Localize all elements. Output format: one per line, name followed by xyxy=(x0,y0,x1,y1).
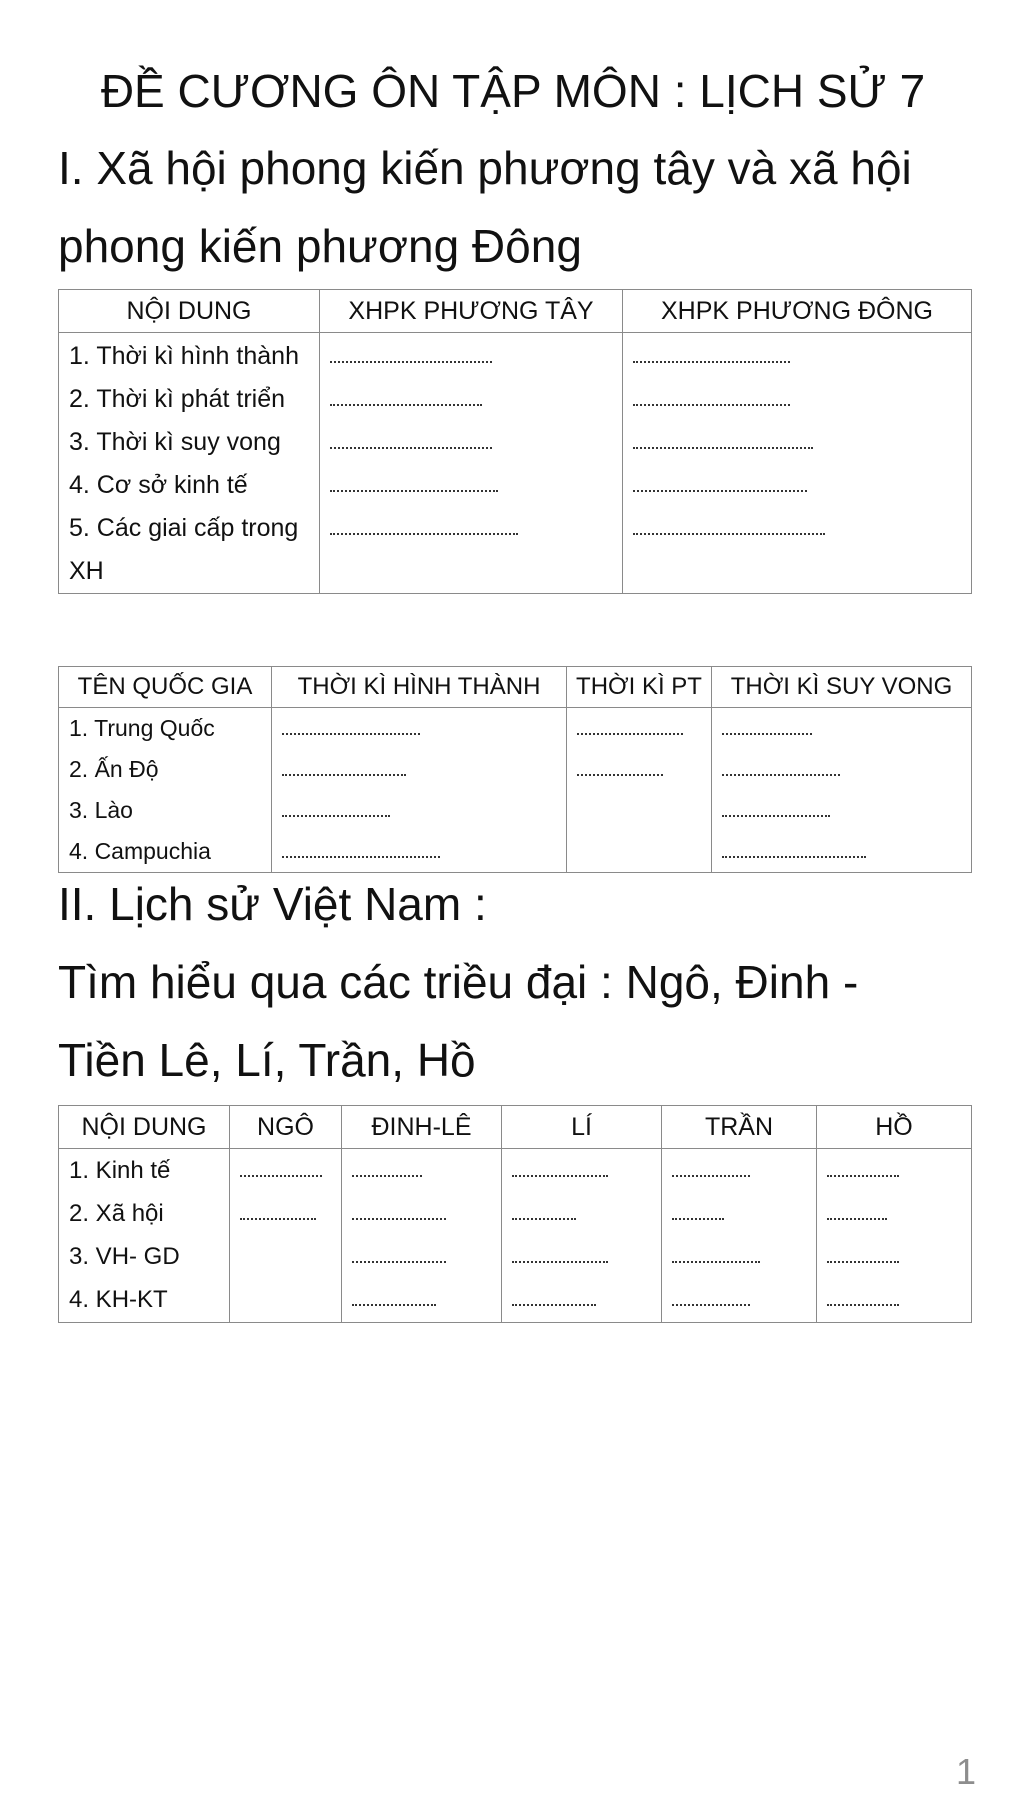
content-row-label: XH xyxy=(69,557,104,585)
dotted-answer-line xyxy=(827,1192,961,1235)
content-row-label: 2. Xã hội xyxy=(69,1200,164,1227)
table-header-cell: THỜI KÌ HÌNH THÀNH xyxy=(272,667,567,708)
ho-answer-cell xyxy=(817,1149,972,1323)
dotted-answer-line xyxy=(827,1278,961,1321)
table-header-cell: LÍ xyxy=(502,1106,662,1149)
li-answer-cell xyxy=(502,1149,662,1323)
table-header-cell: ĐINH-LÊ xyxy=(342,1106,502,1149)
table-header-cell: XHPK PHƯƠNG ĐÔNG xyxy=(623,290,972,333)
table-header-cell: TÊN QUỐC GIA xyxy=(59,667,272,708)
dotted-answer-line xyxy=(827,1235,961,1278)
table-header-row xyxy=(59,667,972,708)
dotted-answer-line xyxy=(352,1278,491,1321)
answer-lines xyxy=(817,1149,971,1321)
table-header-cell: TRẦN xyxy=(662,1106,817,1149)
country-label: 2. Ấn Độ xyxy=(69,756,159,782)
section-1-heading-line-1: I. Xã hội phong kiến phương tây và xã hội xyxy=(58,142,912,194)
dotted-answer-line xyxy=(282,831,556,872)
table-header-cell: NGÔ xyxy=(230,1106,342,1149)
dotted-answer-line xyxy=(633,507,961,550)
country-cell xyxy=(59,708,272,873)
decline-answer-cell xyxy=(712,708,972,873)
dotted-answer-line xyxy=(672,1149,806,1192)
dotted-answer-line xyxy=(827,1149,961,1192)
dotted-answer-line xyxy=(240,1192,331,1235)
dotted-answer-line xyxy=(633,378,961,421)
country-label: 1. Trung Quốc xyxy=(69,715,215,741)
answer-lines xyxy=(662,1149,816,1321)
content-cell xyxy=(59,1149,230,1323)
dotted-answer-line xyxy=(512,1278,651,1321)
dotted-answer-line xyxy=(722,749,961,790)
dotted-answer-line xyxy=(330,378,612,421)
dotted-answer-line xyxy=(330,335,612,378)
answer-lines xyxy=(567,708,711,790)
table-row xyxy=(59,1149,972,1323)
section-2-text-line-2: Tiền Lê, Lí, Trần, Hồ xyxy=(58,1034,476,1086)
dotted-answer-line xyxy=(633,464,961,507)
content-row-label: 4. KH-KT xyxy=(69,1286,168,1313)
table-header-cell: NỘI DUNG xyxy=(59,1106,230,1149)
development-answer-cell xyxy=(567,708,712,873)
dotted-answer-line xyxy=(512,1192,651,1235)
content-row-label: 1. Thời kì hình thành xyxy=(69,342,299,370)
table-header-cell: HỒ xyxy=(817,1106,972,1149)
page-number: 1 xyxy=(955,1751,976,1792)
country-lines xyxy=(59,708,271,872)
dotted-answer-line xyxy=(512,1149,651,1192)
content-lines xyxy=(59,333,319,593)
dotted-answer-line xyxy=(330,464,612,507)
answer-lines xyxy=(502,1149,661,1321)
content-row-label: 2. Thời kì phát triển xyxy=(69,385,286,413)
dotted-answer-line xyxy=(282,790,556,831)
dotted-answer-line xyxy=(282,749,556,790)
answer-lines xyxy=(623,333,971,550)
dotted-answer-line xyxy=(633,335,961,378)
dotted-answer-line xyxy=(672,1192,806,1235)
answer-lines xyxy=(230,1149,341,1235)
dotted-answer-line xyxy=(240,1149,331,1192)
section-2-heading: II. Lịch sử Việt Nam : xyxy=(58,878,487,930)
dotted-answer-line xyxy=(672,1235,806,1278)
table-header-cell: XHPK PHƯƠNG TÂY xyxy=(320,290,623,333)
dotted-answer-line xyxy=(352,1192,491,1235)
dotted-answer-line xyxy=(282,708,556,749)
ngo-answer-cell xyxy=(230,1149,342,1323)
countries-periods-table xyxy=(58,666,972,873)
dotted-answer-line xyxy=(722,831,961,872)
dotted-answer-line xyxy=(722,708,961,749)
dotted-answer-line xyxy=(330,421,612,464)
dotted-answer-line xyxy=(722,790,961,831)
dotted-answer-line xyxy=(577,708,701,749)
dotted-answer-line xyxy=(352,1235,491,1278)
table-header-row xyxy=(59,1106,972,1149)
content-row-label: 5. Các giai cấp trong xyxy=(69,514,299,542)
answer-lines xyxy=(320,333,622,550)
vietnam-dynasties-table xyxy=(58,1105,972,1323)
content-cell xyxy=(59,333,320,594)
table-header-cell: THỜI KÌ SUY VONG xyxy=(712,667,972,708)
western-eastern-feudal-table xyxy=(58,289,972,594)
dinh-le-answer-cell xyxy=(342,1149,502,1323)
country-label: 4. Campuchia xyxy=(69,838,211,864)
country-label: 3. Lào xyxy=(69,797,133,823)
document-title: ĐỀ CƯƠNG ÔN TẬP MÔN : LỊCH SỬ 7 xyxy=(100,65,926,117)
tran-answer-cell xyxy=(662,1149,817,1323)
western-answer-cell xyxy=(320,333,623,594)
table-header-cell: NỘI DUNG xyxy=(59,290,320,333)
dotted-answer-line xyxy=(512,1235,651,1278)
dotted-answer-line xyxy=(330,507,612,550)
table-row xyxy=(59,708,972,873)
answer-lines xyxy=(342,1149,501,1321)
content-row-label: 1. Kinh tế xyxy=(69,1157,171,1184)
dotted-answer-line xyxy=(633,421,961,464)
table-header-row xyxy=(59,290,972,333)
dotted-answer-line xyxy=(352,1149,491,1192)
content-row-label: 4. Cơ sở kinh tế xyxy=(69,471,248,499)
content-lines xyxy=(59,1149,229,1321)
formation-answer-cell xyxy=(272,708,567,873)
dotted-answer-line xyxy=(672,1278,806,1321)
table-row xyxy=(59,333,972,594)
dotted-answer-line xyxy=(577,749,701,790)
answer-lines xyxy=(272,708,566,872)
section-1-heading-line-2: phong kiến phương Đông xyxy=(58,220,582,272)
answer-lines xyxy=(712,708,971,872)
table-header-cell: THỜI KÌ PT xyxy=(567,667,712,708)
section-2-text-line-1: Tìm hiểu qua các triều đại : Ngô, Đinh - xyxy=(58,956,859,1008)
content-row-label: 3. VH- GD xyxy=(69,1243,180,1270)
eastern-answer-cell xyxy=(623,333,972,594)
content-row-label: 3. Thời kì suy vong xyxy=(69,428,281,456)
